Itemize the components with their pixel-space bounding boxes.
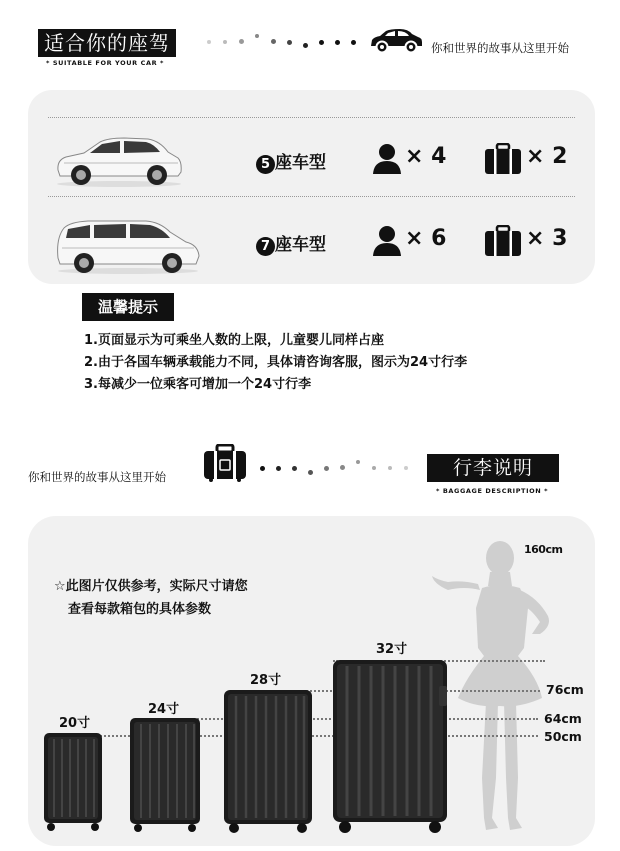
people-count: × 4 <box>405 144 447 169</box>
suv-car-image <box>54 136 184 188</box>
suitcase-icon <box>202 444 248 482</box>
row-divider-top <box>48 117 575 118</box>
seat-type-5 <box>256 148 326 174</box>
person-icon <box>372 225 402 257</box>
section-subtitle-baggage: * BAGGAGE DESCRIPTION * <box>436 487 549 495</box>
people-count: × 6 <box>405 226 447 251</box>
luggage-icon <box>484 143 522 175</box>
slogan-bottom: 你和世界的故事从这里开始 <box>28 470 166 484</box>
note-line: 查看每款箱包的具体参数 <box>68 602 212 617</box>
baggage-note <box>54 575 248 621</box>
note-line: ☆此图片仅供参考，实际尺寸请您 <box>54 579 248 594</box>
suitcase-24 <box>128 718 202 834</box>
header-dots <box>205 34 365 48</box>
seat-number-badge: 5 <box>256 155 275 174</box>
suitcase-20 <box>42 733 104 833</box>
tip-item: 1.页面显示为可乘坐人数的上限，儿童婴儿同样占座 <box>84 333 384 348</box>
person-icon <box>372 143 402 175</box>
luggage-icon <box>484 225 522 257</box>
size-label-32: 32寸 <box>376 642 408 657</box>
size-label-20: 20寸 <box>59 716 91 731</box>
tips-list <box>84 330 467 396</box>
size-label-28: 28寸 <box>250 673 282 688</box>
slogan-top: 你和世界的故事从这里开始 <box>431 41 569 55</box>
seat-type-7 <box>256 230 326 256</box>
seat-type-label: 座车型 <box>275 153 326 173</box>
person-height-label: 160cm <box>524 543 563 556</box>
mpv-car-image <box>54 218 202 276</box>
measure-64: 64cm <box>544 711 582 726</box>
section-subtitle-car: * SUITABLE FOR YOUR CAR * <box>46 59 165 67</box>
seat-number-badge: 7 <box>256 237 275 256</box>
measure-50: 50cm <box>544 729 582 744</box>
tip-item: 3.每减少一位乘客可增加一个24寸行李 <box>84 377 312 392</box>
bag-count: × 3 <box>526 226 568 251</box>
header-dots <box>258 460 418 474</box>
tip-item: 2.由于各国车辆承载能力不同，具体请咨询客服，图示为24寸行李 <box>84 355 468 370</box>
bag-count: × 2 <box>526 144 568 169</box>
row-divider-mid <box>48 196 575 197</box>
section-title-baggage: 行李说明 <box>427 454 559 482</box>
measure-76: 76cm <box>546 682 584 697</box>
seat-type-label: 座车型 <box>275 235 326 255</box>
car-icon <box>368 28 424 54</box>
suitcase-32 <box>331 660 449 834</box>
tips-heading: 温馨提示 <box>82 293 174 321</box>
suitcase-28 <box>222 690 314 834</box>
size-label-24: 24寸 <box>148 702 180 717</box>
section-title-car: 适合你的座驾 <box>38 29 176 57</box>
